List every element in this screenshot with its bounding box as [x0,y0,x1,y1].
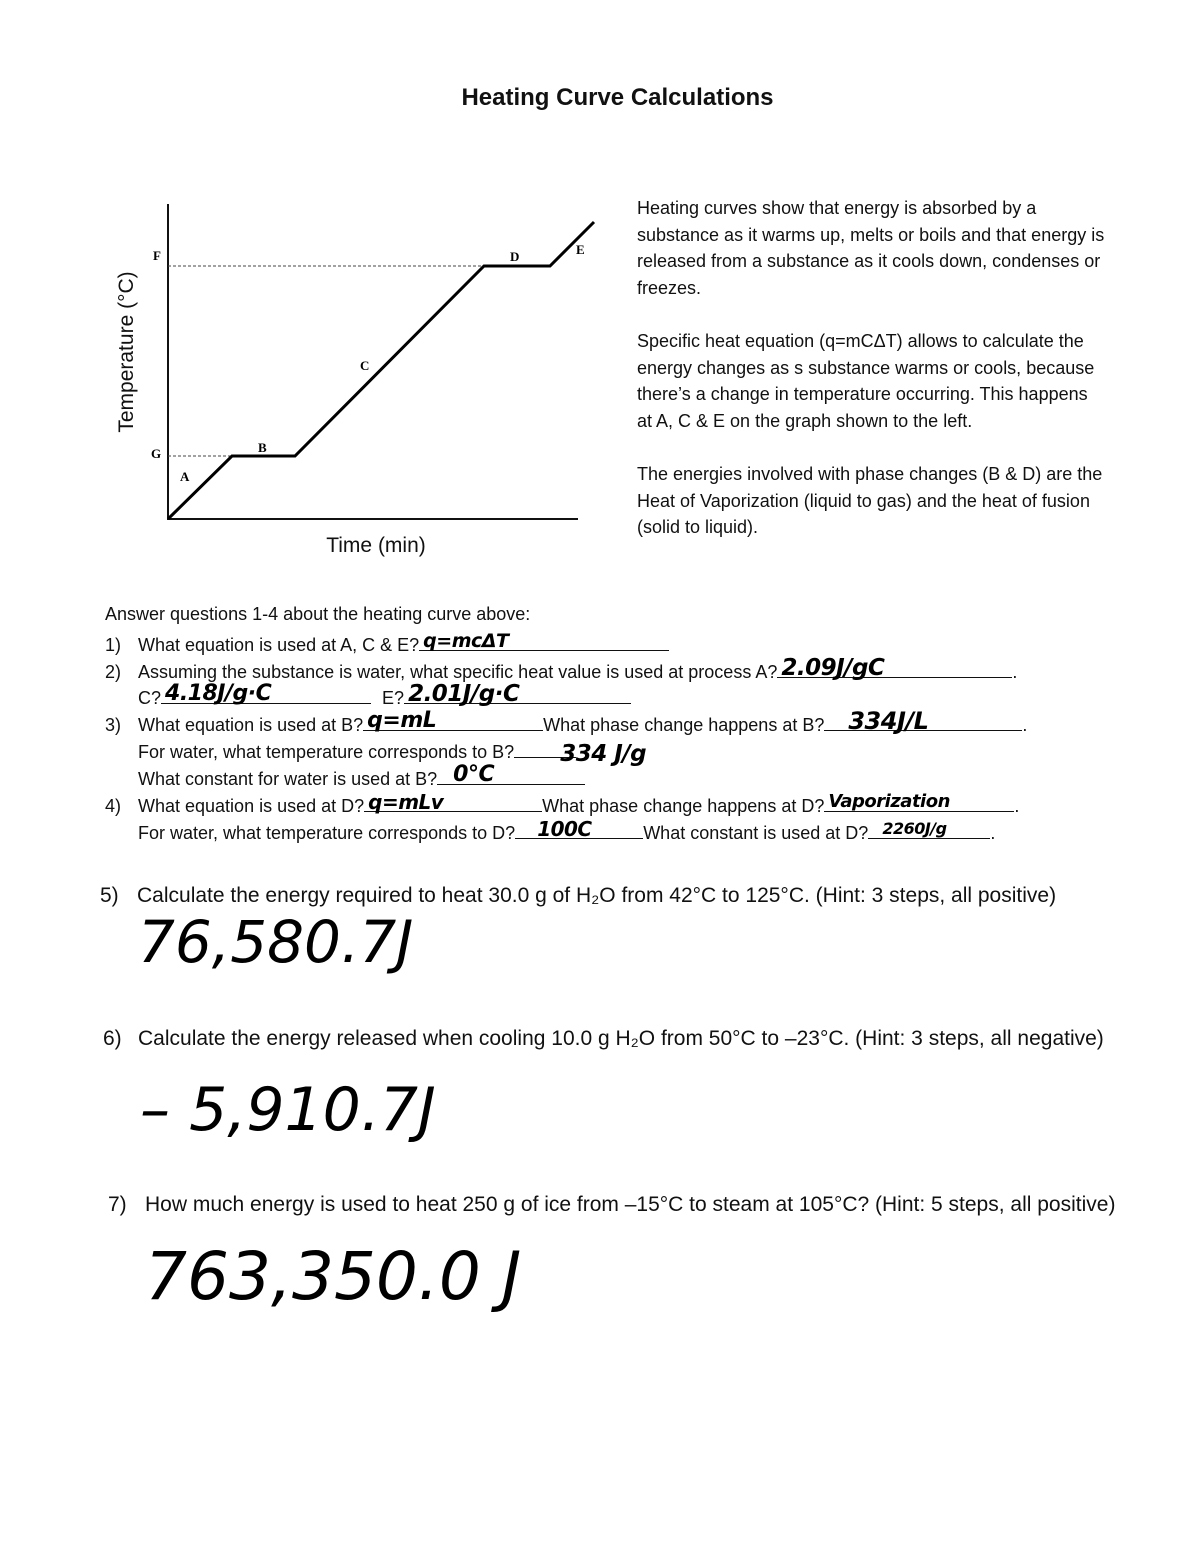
q3-eq-answer: q=mL [367,708,437,733]
label-f: F [153,248,161,263]
label-g: G [151,446,162,461]
question-3-const: What constant for water is used at B? 0°C [138,764,585,790]
questions-intro: Answer questions 1-4 about the heating curve above: [105,604,531,624]
question-2: 2) Assuming the substance is water, what specific heat value is used at process A? 2.09J/gC . [105,655,1018,682]
q2e-answer-blank[interactable] [404,681,631,707]
label-c: C [360,358,370,373]
q2a-answer: 2.09J/gC [781,655,885,681]
q4-const-blank[interactable] [868,818,990,839]
label-b: B [258,440,267,455]
question-6: 6) Calculate the energy released when cooling 10.0 g H₂O from 50°C to –23°C. (Hint: 3 steps, all negative) [103,1027,1104,1050]
q3-eq-blank[interactable] [363,710,543,731]
q2c-answer: 4.18J/g·C [165,681,272,706]
q4-eq-answer: q=mLv [368,790,444,814]
question-3: 3) What equation is used at B? q=mL What phase change happens at B? 334J/L . [105,707,1028,735]
q4-eq-blank[interactable] [364,791,542,812]
intro-paragraph: Specific heat equation (q=mCΔT) allows to calculate the energy changes as s substance warms or cools, because there’s a change in temperature occurring. This happens at A, C & E on the graph shown to the left. [637,331,1095,431]
question-4: 4) What equation is used at D? q=mLv What phase change happens at D? Vaporization . [105,790,1020,816]
q4-temp-blank[interactable] [515,818,643,839]
q4-temp-answer: 100C [537,817,592,841]
q3-phase-answer: 334J/L [848,707,929,735]
q3-const-answer: 0°C [453,762,495,787]
q7-answer[interactable]: 763,350.0 J [145,1238,522,1315]
q2a-answer-blank[interactable] [777,655,1012,681]
q6-answer[interactable]: – 5,910.7J [140,1075,436,1145]
intro-paragraph: The energies involved with phase changes (B & D) are the Heat of Vaporization (liquid to gas) and the heat of fusion (solid to liquid). [637,464,1103,537]
intro-paragraph: Heating curves show that energy is absorbed by a substance as it warms up, melts or boils and that energy is released from a substance as it cools down, condenses or freezes. [637,198,1105,298]
q4-phase-answer: Vaporization [828,791,950,812]
question-5: 5) Calculate the energy required to heat 30.0 g of H₂O from 42°C to 125°C. (Hint: 3 steps, all positive) [100,884,1057,907]
q3-phase-blank[interactable] [824,707,1022,735]
q3-const-blank[interactable] [437,764,585,785]
y-axis-label: Temperature (°C) [115,271,138,433]
heating-curve-graph [100,190,610,560]
intro-text [637,195,1107,568]
label-e: E [576,242,585,257]
q1-answer-blank[interactable] [419,630,669,651]
x-axis-label: Time (min) [326,534,426,557]
heating-curve-line [168,222,594,519]
q5-answer[interactable]: 76,580.7J [138,908,414,976]
q1-answer: q=mcΔT [423,630,509,652]
question-4-cont: For water, what temperature corresponds to D? 100C What constant is used at D? 2260J/g . [138,817,996,843]
question-2-cont: C? 4.18J/g·C E? 2.01J/g·C [138,683,631,709]
question-7: 7) How much energy is used to heat 250 g of ice from –15°C to steam at 105°C? (Hint: 5 steps, all positive) [108,1193,1116,1216]
question-1: 1) What equation is used at A, C & E? q=mcΔT [105,630,669,656]
page-title: Heating Curve Calculations [461,84,774,111]
q2e-answer: 2.01J/g·C [408,681,520,707]
q3-temp-answer: 334 J/g [560,741,647,767]
q3-temp-blank[interactable] [514,737,647,767]
question-3-temp: For water, what temperature corresponds to B? 334 J/g [138,737,576,763]
q2c-answer-blank[interactable] [161,683,371,704]
label-d: D [510,249,520,264]
q4-const-answer: 2260J/g [882,819,947,838]
label-a: A [180,469,190,484]
q4-phase-blank[interactable] [824,791,1014,812]
